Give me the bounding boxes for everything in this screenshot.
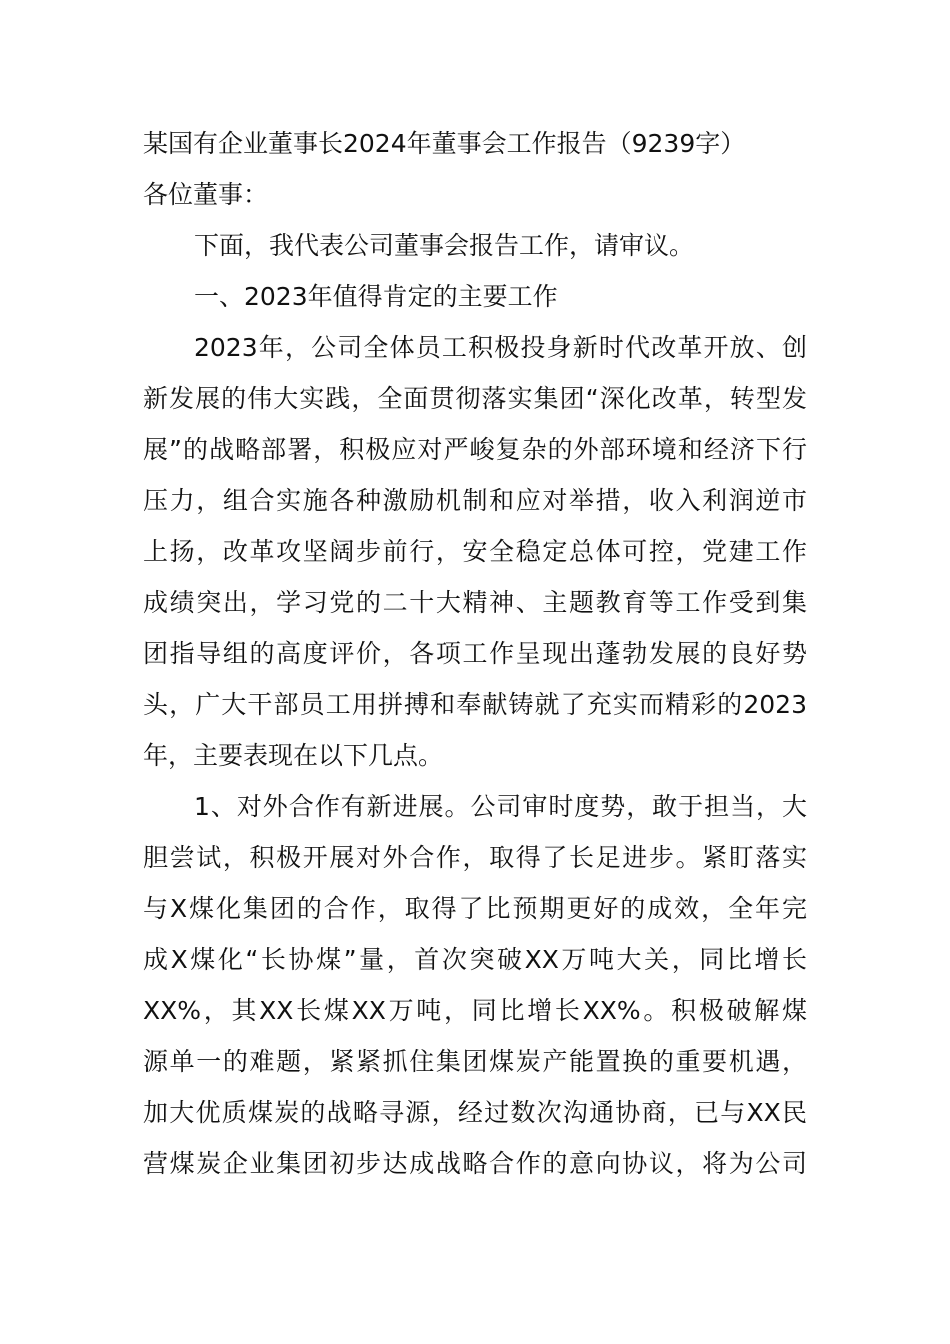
paragraph-line: 与X煤化集团的合作，取得了比预期更好的成效，全年完	[143, 894, 807, 923]
paragraph-line: 压力，组合实施各种激励机制和应对举措，收入利润逆市	[143, 486, 807, 515]
paragraph-line: 新发展的伟大实践，全面贯彻落实集团“深化改革，转型发	[143, 384, 807, 413]
paragraph-line: 展”的战略部署，积极应对严峻复杂的外部环境和经济下行	[143, 435, 807, 464]
paragraph-line: 胆尝试，积极开展对外合作，取得了长足进步。紧盯落实	[143, 843, 807, 872]
section-heading: 一、2023年值得肯定的主要工作	[194, 282, 558, 311]
paragraph-line: 上扬，改革攻坚阔步前行，安全稳定总体可控，党建工作	[143, 537, 807, 566]
paragraph-line: 团指导组的高度评价，各项工作呈现出蓬勃发展的良好势	[143, 639, 807, 668]
paragraph-line: 源单一的难题，紧紧抓住集团煤炭产能置换的重要机遇，	[143, 1047, 807, 1076]
salutation: 各位董事：	[143, 180, 269, 209]
document-body	[143, 118, 807, 1189]
paragraph-line: 头，广大干部员工用拼搏和奉献铸就了充实而精彩的2023	[143, 690, 807, 719]
paragraph-line: 1、对外合作有新进展。公司审时度势，敢于担当，大	[194, 792, 807, 821]
paragraph-line: 年，主要表现在以下几点。	[143, 741, 444, 770]
intro-paragraph: 下面，我代表公司董事会报告工作，请审议。	[194, 231, 695, 260]
paragraph-line: 成绩突出，学习党的二十大精神、主题教育等工作受到集	[143, 588, 807, 617]
document-title: 某国有企业董事长2024年董事会工作报告（9239字）	[143, 129, 746, 158]
paragraph-line: 成X煤化“长协煤”量，首次突破XX万吨大关，同比增长	[143, 945, 807, 974]
paragraph-line: 加大优质煤炭的战略寻源，经过数次沟通协商，已与XX民	[143, 1098, 807, 1127]
paragraph-line: 2023年，公司全体员工积极投身新时代改革开放、创	[194, 333, 807, 362]
paragraph-line: XX%，其XX长煤XX万吨，同比增长XX%。积极破解煤	[143, 996, 807, 1025]
paragraph-line: 营煤炭企业集团初步达成战略合作的意向协议，将为公司	[143, 1149, 807, 1178]
